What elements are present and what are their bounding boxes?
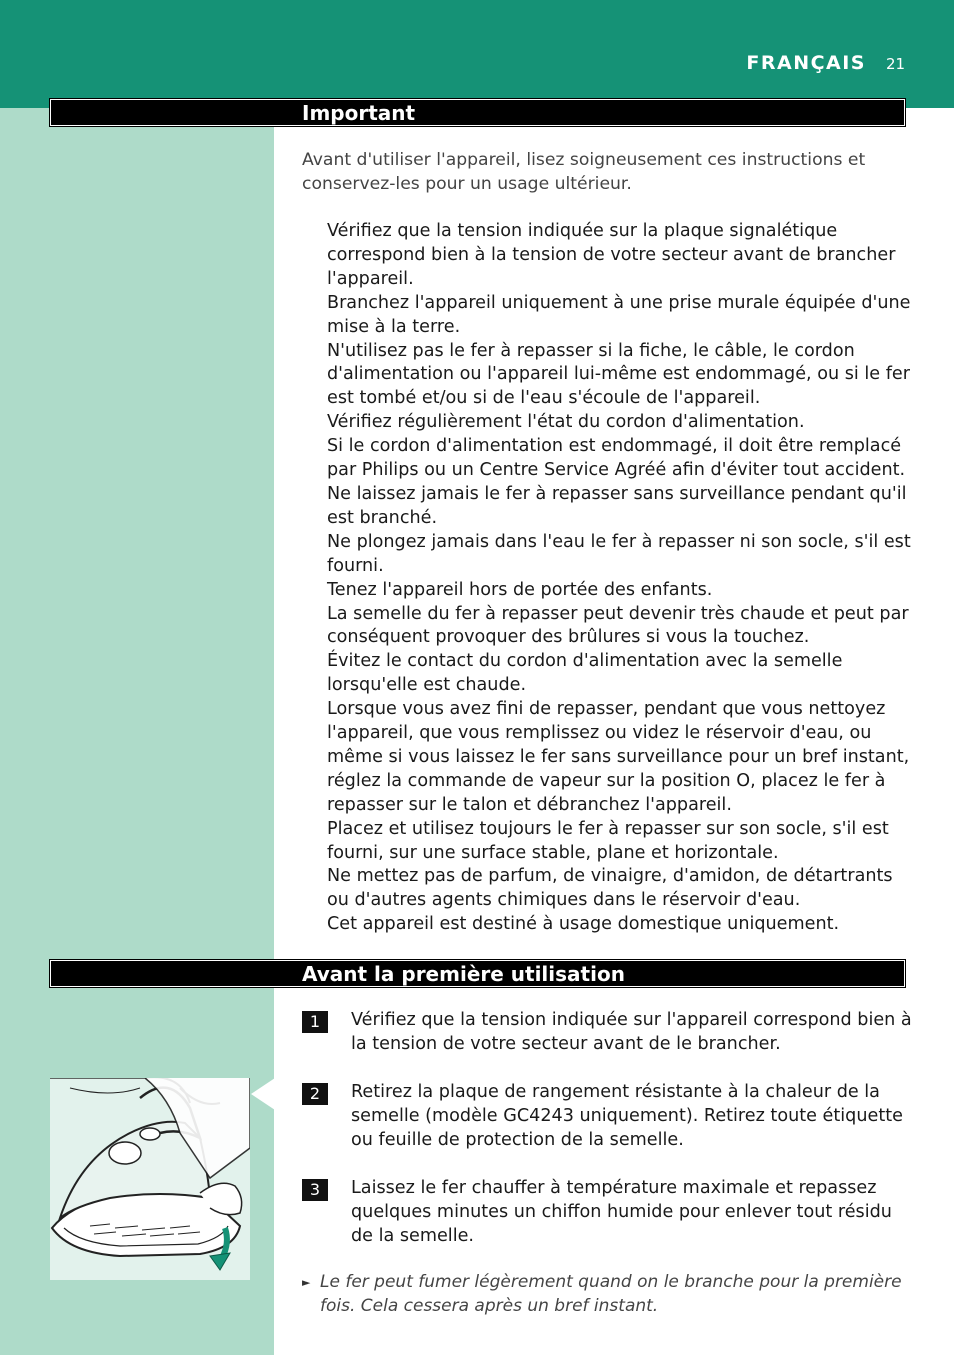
list-item: Lorsque vous avez fini de repasser, pendant que vous nettoyez l'appareil, que vous remplissez ou videz le réservoir d'eau, ou même si vous laissez le fer sans surveillance pour un bref instant, réglez la commande de vapeur sur la position O, placez le fer à repasser sur le talon et débranchez l'appareil.: [327, 699, 910, 815]
iron-illustration: [50, 1078, 250, 1280]
section-heading-first-use: [50, 960, 905, 987]
list-item: Cet appareil est destiné à usage domestique uniquement.: [327, 914, 840, 935]
section-heading-important: [50, 99, 905, 126]
illustration-pointer: [251, 1078, 275, 1110]
step-text: Laissez le fer chauffer à température maximale et repassez quelques minutes un chiffon humide pour enlever tout résidu de la semelle.: [351, 1178, 892, 1246]
step-number: 3: [302, 1179, 328, 1201]
page-number: 21: [886, 55, 906, 73]
step-number: 1: [302, 1011, 328, 1033]
safety-list: [327, 220, 912, 937]
list-item: Évitez le contact du cordon d'alimentation avec la semelle lorsqu'elle est chaude.: [327, 651, 843, 696]
list-item: Placez et utilisez toujours le fer à repasser sur son socle, s'il est fourni, sur une surface stable, plane et horizontale.: [327, 818, 889, 863]
step-text: Vérifiez que la tension indiquée sur l'appareil correspond bien à la tension de votre secteur avant de le brancher.: [351, 1010, 912, 1054]
list-item: Vérifiez que la tension indiquée sur la plaque signalétique correspond bien à la tension de votre secteur avant de brancher l'appareil.: [327, 221, 896, 289]
note-text: Le fer peut fumer légèrement quand on le branche pour la première fois. Cela cessera après un bref instant.: [320, 1272, 902, 1316]
list-item: Ne mettez pas de parfum, de vinaigre, d'amidon, de détartrants ou d'autres agents chimiques dans le réservoir d'eau.: [327, 866, 893, 911]
triangle-bullet-icon: ►: [302, 1276, 311, 1289]
list-item: La semelle du fer à repasser peut devenir très chaude et peut par conséquent provoquer des brûlures si vous la touchez.: [327, 603, 909, 648]
step-text: Retirez la plaque de rangement résistante à la chaleur de la semelle (modèle GC4243 uniquement). Retirez toute étiquette ou feuille de protection de la semelle.: [351, 1082, 903, 1150]
list-item: Vérifiez régulièrement l'état du cordon d'alimentation.: [327, 412, 805, 433]
list-item: Si le cordon d'alimentation est endommagé, il doit être remplacé par Philips ou un Centre Service Agréé afin d'éviter tout accident.: [327, 436, 906, 481]
section-title: Important: [302, 101, 416, 125]
list-item: N'utilisez pas le fer à repasser si la fiche, le câble, le cordon d'alimentation ou l'appareil lui-même est endommagé, ou si le fer est tombé et/ou si de l'eau s'écoule de l'appareil.: [327, 340, 910, 409]
section-title: Avant la première utilisation: [302, 962, 625, 986]
header-language: FRANÇAIS: [746, 52, 866, 74]
list-item: Tenez l'appareil hors de portée des enfants.: [327, 579, 713, 600]
intro-paragraph: Avant d'utiliser l'appareil, lisez soigneusement ces instructions et conservez-les pour un usage ultérieur.: [302, 150, 866, 194]
list-item: Ne laissez jamais le fer à repasser sans surveillance pendant qu'il est branché.: [327, 483, 907, 528]
list-item: Ne plongez jamais dans l'eau le fer à repasser ni son socle, s'il est fourni.: [327, 531, 911, 576]
step-number: 2: [302, 1083, 328, 1105]
iron-drawing-icon: [50, 1078, 250, 1280]
list-item: Branchez l'appareil uniquement à une prise murale équipée d'une mise à la terre.: [327, 292, 911, 337]
